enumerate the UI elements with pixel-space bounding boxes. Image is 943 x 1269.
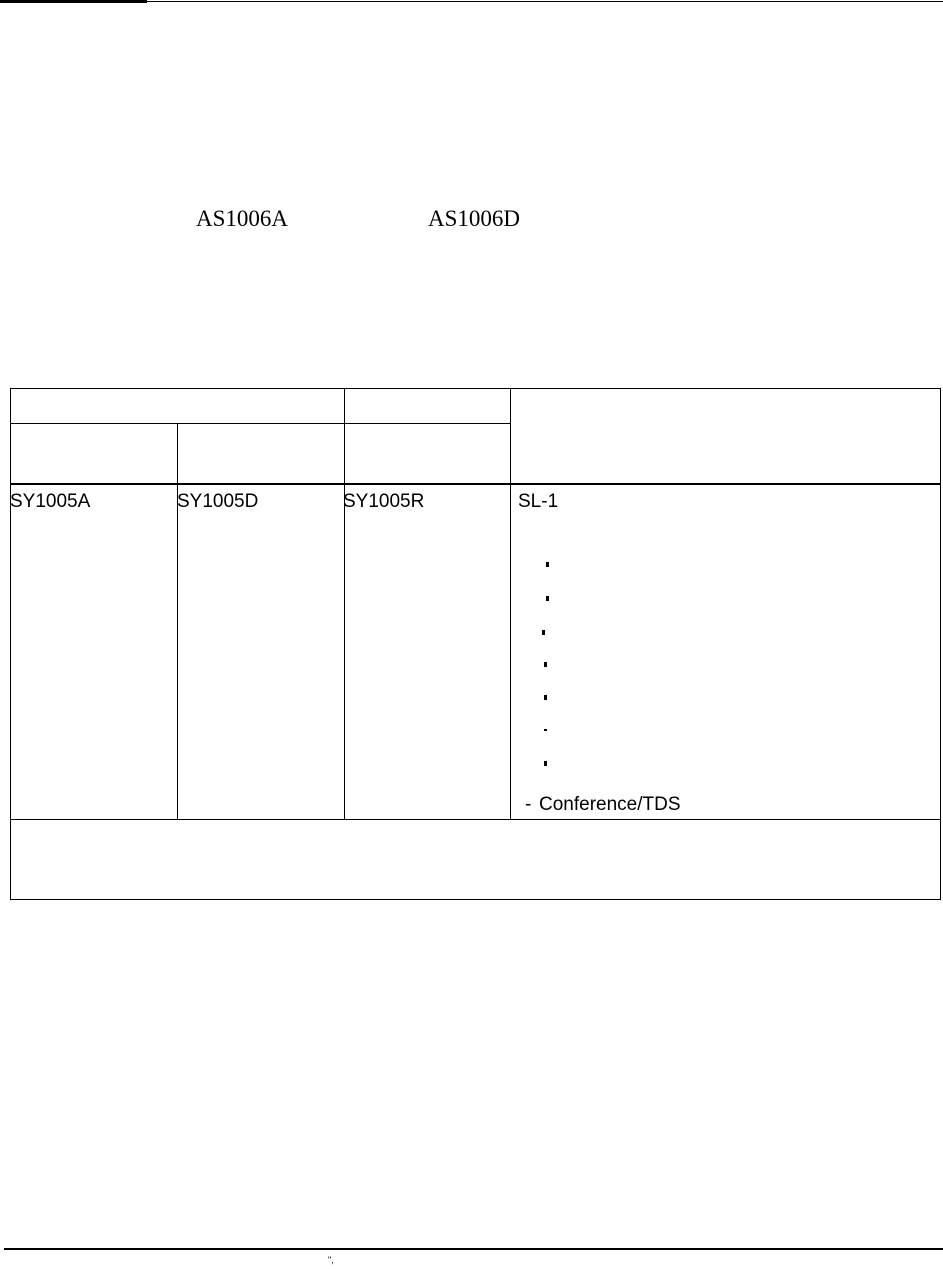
list-bullet — [546, 596, 549, 601]
table-subheader-rule — [10, 423, 510, 424]
table-col2-divider — [344, 388, 345, 819]
list-bullet — [544, 695, 547, 700]
table-footer-rule — [10, 819, 941, 820]
table-cell-col3: SY1005R — [343, 491, 425, 512]
part-label-d: AS1006D — [428, 206, 521, 231]
header-rule-thick — [0, 0, 147, 3]
list-dash: - — [525, 794, 532, 815]
table-cell-col4-title: SL-1 — [518, 491, 559, 512]
header-rule-thin — [147, 1, 943, 2]
table-cell-col1: SY1005A — [10, 491, 91, 512]
table-right-border — [940, 388, 941, 900]
table-bottom-rule — [10, 899, 941, 900]
list-bullet — [544, 729, 547, 731]
table-top-rule — [10, 388, 941, 389]
part-label-a: AS1006A — [196, 206, 289, 231]
table-cell-col2: SY1005D — [177, 491, 259, 512]
list-bullet — [544, 662, 547, 667]
list-bullet — [542, 630, 545, 635]
table-col3-divider — [510, 388, 511, 819]
table-col1-divider — [177, 423, 178, 819]
footer-rule — [4, 1248, 943, 1250]
table-header-rule — [10, 483, 941, 485]
list-bullet — [546, 562, 549, 567]
table-left-border — [10, 388, 11, 900]
table-cell-col4-item: Conference/TDS — [539, 794, 681, 815]
footer-mark: ʺ, — [328, 1255, 334, 1265]
equipment-table — [10, 388, 941, 900]
list-bullet — [544, 761, 547, 766]
